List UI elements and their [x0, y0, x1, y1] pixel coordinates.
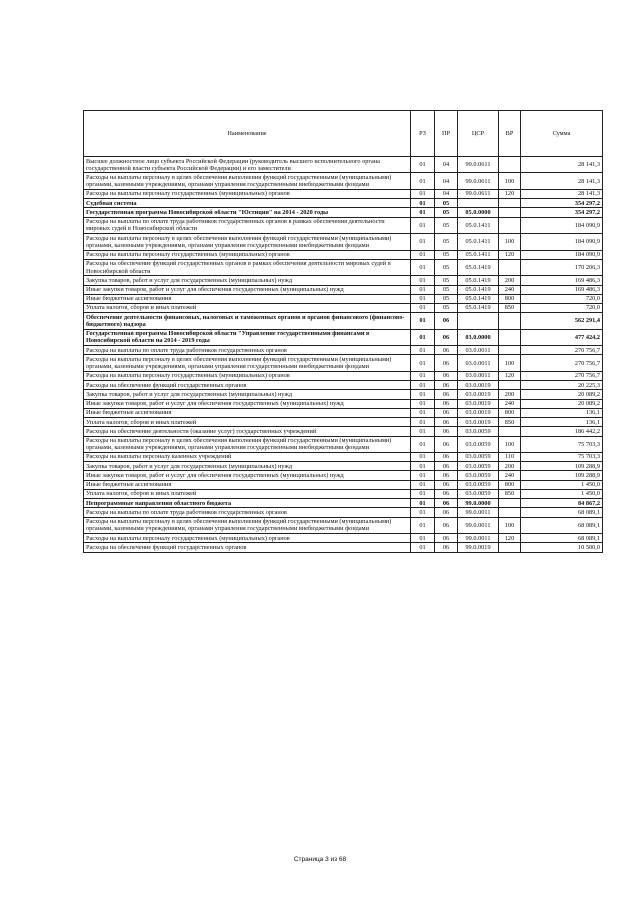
cell-sum: 28 141,3 [521, 189, 603, 198]
cell-rz: 01 [411, 217, 435, 233]
cell-rz: 01 [411, 234, 435, 250]
cell-sum: 169 486,3 [521, 276, 603, 285]
table-row [84, 517, 603, 533]
table-row [84, 471, 603, 480]
cell-rz: 01 [411, 199, 435, 208]
cell-rz: 01 [411, 462, 435, 471]
cell-pr: 06 [435, 534, 458, 543]
cell-csr: 05.0.0000 [458, 208, 499, 217]
table-row [84, 217, 603, 233]
cell-pr: 06 [435, 390, 458, 399]
cell-rz: 01 [411, 534, 435, 543]
cell-name: Закупка товаров, работ и услуг для государственных (муниципальных) нужд [84, 390, 411, 399]
cell-name: Расходы на обеспечение деятельности (оказание услуг) государственных учреждений [84, 427, 411, 436]
header-pr: ПР [435, 111, 458, 157]
cell-name: Расходы на выплаты персоналу казенных учреждений [84, 452, 411, 461]
cell-rz: 01 [411, 303, 435, 312]
table-header [84, 111, 603, 157]
cell-name: Обеспечение деятельности финансовых, налоговых и таможенных органов и органов финансового (финансово-бюджетного) надзора [84, 313, 411, 329]
cell-csr: 03.0.0019 [458, 381, 499, 390]
cell-sum: 184 090,9 [521, 234, 603, 250]
cell-vr: 120 [499, 189, 521, 198]
cell-csr: 03.0.0000 [458, 329, 499, 345]
cell-rz: 01 [411, 508, 435, 517]
cell-pr: 06 [435, 489, 458, 498]
cell-sum: 28 141,3 [521, 157, 603, 173]
cell-rz: 01 [411, 173, 435, 189]
cell-sum: 186 442,2 [521, 427, 603, 436]
cell-rz: 01 [411, 250, 435, 259]
cell-sum: 270 756,7 [521, 371, 603, 380]
budget-table [83, 110, 603, 553]
cell-rz: 01 [411, 285, 435, 294]
cell-sum: 169 486,3 [521, 285, 603, 294]
cell-vr: 110 [499, 452, 521, 461]
cell-vr [499, 208, 521, 217]
cell-sum: 68 089,1 [521, 508, 603, 517]
cell-sum: 562 291,4 [521, 313, 603, 329]
cell-csr: 03.0.0059 [458, 452, 499, 461]
cell-name: Расходы на выплаты по оплате труда работников государственных органов в рамках обеспечения деятельности мировых судей в Новосибирской области [84, 217, 411, 233]
cell-pr: 04 [435, 189, 458, 198]
cell-csr: 05.0.1419 [458, 276, 499, 285]
cell-pr: 06 [435, 346, 458, 355]
page-number: Страница 3 из 68 [293, 856, 347, 863]
cell-vr [499, 329, 521, 345]
cell-rz: 01 [411, 208, 435, 217]
cell-name: Расходы на выплаты по оплате труда работников государственных органов [84, 346, 411, 355]
cell-csr: 03.0.0059 [458, 462, 499, 471]
cell-csr: 99.0.0611 [458, 173, 499, 189]
table-row [84, 208, 603, 217]
cell-vr [499, 499, 521, 508]
cell-sum: 75 703,3 [521, 436, 603, 452]
cell-pr: 05 [435, 208, 458, 217]
cell-csr: 99.0.0019 [458, 543, 499, 552]
cell-vr [499, 157, 521, 173]
cell-pr: 06 [435, 543, 458, 552]
header-csr: ЦСР [458, 111, 499, 157]
table-row [84, 259, 603, 275]
cell-sum: 75 703,3 [521, 452, 603, 461]
table-body [84, 157, 603, 553]
table-row [84, 489, 603, 498]
cell-pr: 06 [435, 371, 458, 380]
cell-vr: 100 [499, 355, 521, 371]
cell-csr: 03.0.0059 [458, 471, 499, 480]
cell-vr: 200 [499, 390, 521, 399]
cell-rz: 01 [411, 399, 435, 408]
cell-sum: 84 867,2 [521, 499, 603, 508]
cell-pr: 05 [435, 294, 458, 303]
cell-rz: 01 [411, 294, 435, 303]
cell-pr: 04 [435, 173, 458, 189]
cell-name: Иные бюджетные ассигнования [84, 294, 411, 303]
cell-csr: 99.0.0611 [458, 157, 499, 173]
table-row [84, 355, 603, 371]
cell-csr: 99.0.0011 [458, 534, 499, 543]
cell-name: Закупка товаров, работ и услуг для государственных (муниципальных) нужд [84, 462, 411, 471]
cell-sum: 136,1 [521, 408, 603, 417]
table-row [84, 329, 603, 345]
cell-rz: 01 [411, 381, 435, 390]
table-row [84, 534, 603, 543]
cell-csr: 03.0.0019 [458, 399, 499, 408]
cell-pr: 06 [435, 499, 458, 508]
table-row [84, 285, 603, 294]
cell-name: Расходы на выплаты персоналу государственных (муниципальных) органов [84, 534, 411, 543]
cell-csr: 03.0.0011 [458, 371, 499, 380]
cell-csr: 99.0.0011 [458, 508, 499, 517]
cell-csr: 05.0.1419 [458, 294, 499, 303]
cell-pr: 06 [435, 508, 458, 517]
cell-pr: 06 [435, 399, 458, 408]
header-vr: ВР [499, 111, 521, 157]
cell-rz: 01 [411, 471, 435, 480]
cell-pr: 06 [435, 517, 458, 533]
cell-vr [499, 217, 521, 233]
table-row [84, 346, 603, 355]
table-row [84, 189, 603, 198]
cell-pr: 06 [435, 480, 458, 489]
cell-pr: 05 [435, 217, 458, 233]
table-row [84, 427, 603, 436]
cell-name: Расходы на выплаты персоналу в целях обеспечения выполнения функций государственными (муниципальными) органами, казенными учреждениями, органами управления государственными внебюджетными фондами [84, 436, 411, 452]
cell-rz: 01 [411, 499, 435, 508]
cell-csr: 99.0.0611 [458, 189, 499, 198]
cell-name: Расходы на выплаты по оплате труда работников государственных органов [84, 508, 411, 517]
cell-name: Высшее должностное лицо субъекта Российской Федерации (руководитель высшего исполнительного органа государственной власти субъекта Российской Федерации) и его заместители [84, 157, 411, 173]
cell-pr: 05 [435, 234, 458, 250]
cell-sum: 109 288,9 [521, 471, 603, 480]
table-row [84, 508, 603, 517]
cell-name: Непрограммные направления областного бюджета [84, 499, 411, 508]
cell-vr [499, 543, 521, 552]
table-row [84, 371, 603, 380]
cell-name: Расходы на выплаты персоналу в целях обеспечения выполнения функций государственными (муниципальными) органами, казенными учреждениями, органами управления государственными внебюджетными фондами [84, 173, 411, 189]
cell-vr [499, 346, 521, 355]
cell-vr [499, 508, 521, 517]
table-row [84, 381, 603, 390]
cell-vr: 100 [499, 173, 521, 189]
cell-pr: 05 [435, 276, 458, 285]
cell-vr: 240 [499, 471, 521, 480]
cell-csr: 03.0.0011 [458, 355, 499, 371]
cell-vr: 200 [499, 276, 521, 285]
cell-pr: 06 [435, 462, 458, 471]
table-row [84, 480, 603, 489]
cell-vr: 800 [499, 480, 521, 489]
cell-sum: 20 225,3 [521, 381, 603, 390]
cell-rz: 01 [411, 346, 435, 355]
cell-vr [499, 199, 521, 208]
cell-rz: 01 [411, 355, 435, 371]
table-row [84, 173, 603, 189]
header-name: Наименование [84, 111, 411, 157]
table-row [84, 436, 603, 452]
table-row [84, 250, 603, 259]
cell-name: Государственная программа Новосибирской области "Юстиция" на 2014 - 2020 годы [84, 208, 411, 217]
cell-rz: 01 [411, 390, 435, 399]
cell-rz: 01 [411, 427, 435, 436]
cell-sum: 720,0 [521, 294, 603, 303]
cell-pr: 06 [435, 408, 458, 417]
cell-pr: 05 [435, 250, 458, 259]
cell-vr: 850 [499, 489, 521, 498]
table-row [84, 499, 603, 508]
cell-sum: 270 756,7 [521, 355, 603, 371]
cell-pr: 06 [435, 329, 458, 345]
cell-rz: 01 [411, 452, 435, 461]
cell-sum: 170 206,3 [521, 259, 603, 275]
cell-rz: 01 [411, 480, 435, 489]
cell-sum: 109 288,9 [521, 462, 603, 471]
cell-rz: 01 [411, 157, 435, 173]
cell-name: Расходы на выплаты персоналу в целях обеспечения выполнения функций государственными (муниципальными) органами, казенными учреждениями, органами управления государственными внебюджетными фондами [84, 234, 411, 250]
cell-vr: 200 [499, 462, 521, 471]
cell-sum: 184 090,9 [521, 250, 603, 259]
cell-pr: 05 [435, 303, 458, 312]
cell-vr [499, 259, 521, 275]
cell-pr: 05 [435, 259, 458, 275]
cell-pr: 05 [435, 199, 458, 208]
cell-name: Государственная программа Новосибирской области "Управление государственными финансами в Новосибирской области на 2014 - 2019 годы [84, 329, 411, 345]
cell-pr: 04 [435, 157, 458, 173]
cell-csr: 05.0.1411 [458, 217, 499, 233]
cell-rz: 01 [411, 517, 435, 533]
cell-pr: 05 [435, 285, 458, 294]
cell-csr: 03.0.0019 [458, 418, 499, 427]
cell-pr: 06 [435, 452, 458, 461]
table-row [84, 543, 603, 552]
cell-name: Расходы на обеспечение функций государственных органов [84, 381, 411, 390]
cell-pr: 06 [435, 436, 458, 452]
cell-sum: 354 297,2 [521, 208, 603, 217]
cell-sum: 1 450,0 [521, 480, 603, 489]
header-sum: Сумма [521, 111, 603, 157]
cell-vr [499, 427, 521, 436]
table-row [84, 390, 603, 399]
cell-pr: 06 [435, 313, 458, 329]
cell-sum: 28 141,3 [521, 173, 603, 189]
cell-name: Расходы на выплаты персоналу в целях обеспечения выполнения функций государственными (муниципальными) органами, казенными учреждениями, органами управления государственными внебюджетными фондами [84, 355, 411, 371]
cell-csr: 05.0.1419 [458, 259, 499, 275]
cell-vr: 120 [499, 250, 521, 259]
cell-sum: 20 089,2 [521, 399, 603, 408]
cell-csr: 05.0.1411 [458, 234, 499, 250]
table-row [84, 303, 603, 312]
cell-vr [499, 313, 521, 329]
cell-rz: 01 [411, 329, 435, 345]
table-row [84, 199, 603, 208]
cell-csr: 03.0.0011 [458, 346, 499, 355]
header-rz: РЗ [411, 111, 435, 157]
cell-pr: 06 [435, 355, 458, 371]
cell-sum: 20 089,2 [521, 390, 603, 399]
cell-name: Уплата налогов, сборов и иных платежей [84, 418, 411, 427]
cell-vr: 850 [499, 418, 521, 427]
cell-vr: 800 [499, 294, 521, 303]
cell-rz: 01 [411, 489, 435, 498]
cell-name: Расходы на выплаты персоналу государственных (муниципальных) органов [84, 189, 411, 198]
cell-name: Расходы на обеспечение функций государственных органов в рамках обеспечения деятельности мировых судей в Новосибирской области [84, 259, 411, 275]
cell-rz: 01 [411, 418, 435, 427]
cell-sum: 136,1 [521, 418, 603, 427]
cell-name: Иные закупки товаров, работ и услуг для обеспечения государственных (муниципальных) нужд [84, 285, 411, 294]
cell-name: Расходы на выплаты персоналу в целях обеспечения выполнения функций государственными (муниципальными) органами, казенными учреждениями, органами управления государственными внебюджетными фондами [84, 517, 411, 533]
cell-csr: 03.0.0059 [458, 480, 499, 489]
cell-rz: 01 [411, 259, 435, 275]
cell-pr: 06 [435, 418, 458, 427]
cell-rz: 01 [411, 371, 435, 380]
cell-vr: 800 [499, 408, 521, 417]
cell-csr [458, 313, 499, 329]
table-row [84, 452, 603, 461]
cell-rz: 01 [411, 436, 435, 452]
cell-csr: 05.0.1419 [458, 303, 499, 312]
cell-rz: 01 [411, 543, 435, 552]
table-row [84, 313, 603, 329]
cell-csr: 99.0.0000 [458, 499, 499, 508]
cell-csr: 03.0.0059 [458, 436, 499, 452]
table-row [84, 294, 603, 303]
cell-name: Иные закупки товаров, работ и услуг для обеспечения государственных (муниципальных) нужд [84, 399, 411, 408]
cell-vr: 120 [499, 534, 521, 543]
table-row [84, 234, 603, 250]
table-row [84, 408, 603, 417]
cell-csr [458, 199, 499, 208]
cell-name: Закупка товаров, работ и услуг для государственных (муниципальных) нужд [84, 276, 411, 285]
cell-rz: 01 [411, 313, 435, 329]
cell-csr: 03.0.0019 [458, 390, 499, 399]
cell-sum: 477 424,2 [521, 329, 603, 345]
cell-sum: 354 297,2 [521, 199, 603, 208]
cell-name: Иные бюджетные ассигнования [84, 408, 411, 417]
cell-name: Уплата налогов, сборов и иных платежей [84, 303, 411, 312]
cell-csr: 03.0.0019 [458, 408, 499, 417]
cell-csr: 03.0.0059 [458, 489, 499, 498]
cell-name: Расходы на выплаты персоналу государственных (муниципальных) органов [84, 371, 411, 380]
table-row [84, 157, 603, 173]
cell-rz: 01 [411, 189, 435, 198]
cell-vr: 100 [499, 436, 521, 452]
cell-csr: 05.0.1411 [458, 250, 499, 259]
cell-pr: 06 [435, 381, 458, 390]
cell-pr: 06 [435, 471, 458, 480]
cell-name: Иные бюджетные ассигнования [84, 480, 411, 489]
cell-vr: 850 [499, 303, 521, 312]
cell-sum: 68 089,1 [521, 534, 603, 543]
cell-csr: 03.0.0059 [458, 427, 499, 436]
cell-rz: 01 [411, 408, 435, 417]
cell-name: Расходы на обеспечение функций государственных органов [84, 543, 411, 552]
table-row [84, 462, 603, 471]
cell-name: Иные закупки товаров, работ и услуг для обеспечения государственных (муниципальных) нужд [84, 471, 411, 480]
cell-sum: 720,0 [521, 303, 603, 312]
cell-vr: 100 [499, 517, 521, 533]
cell-name: Расходы на выплаты персоналу государственных (муниципальных) органов [84, 250, 411, 259]
cell-sum: 270 756,7 [521, 346, 603, 355]
cell-sum: 1 450,0 [521, 489, 603, 498]
cell-sum: 184 090,9 [521, 217, 603, 233]
table-row [84, 399, 603, 408]
cell-vr: 240 [499, 285, 521, 294]
cell-sum: 10 500,0 [521, 543, 603, 552]
cell-sum: 68 089,1 [521, 517, 603, 533]
cell-vr [499, 381, 521, 390]
cell-vr: 120 [499, 371, 521, 380]
cell-vr: 100 [499, 234, 521, 250]
cell-vr: 240 [499, 399, 521, 408]
cell-pr: 06 [435, 427, 458, 436]
cell-name: Судебная система [84, 199, 411, 208]
cell-name: Уплата налогов, сборов и иных платежей [84, 489, 411, 498]
cell-csr: 99.0.0011 [458, 517, 499, 533]
table-row [84, 418, 603, 427]
cell-csr: 05.0.1419 [458, 285, 499, 294]
table-row [84, 276, 603, 285]
cell-rz: 01 [411, 276, 435, 285]
